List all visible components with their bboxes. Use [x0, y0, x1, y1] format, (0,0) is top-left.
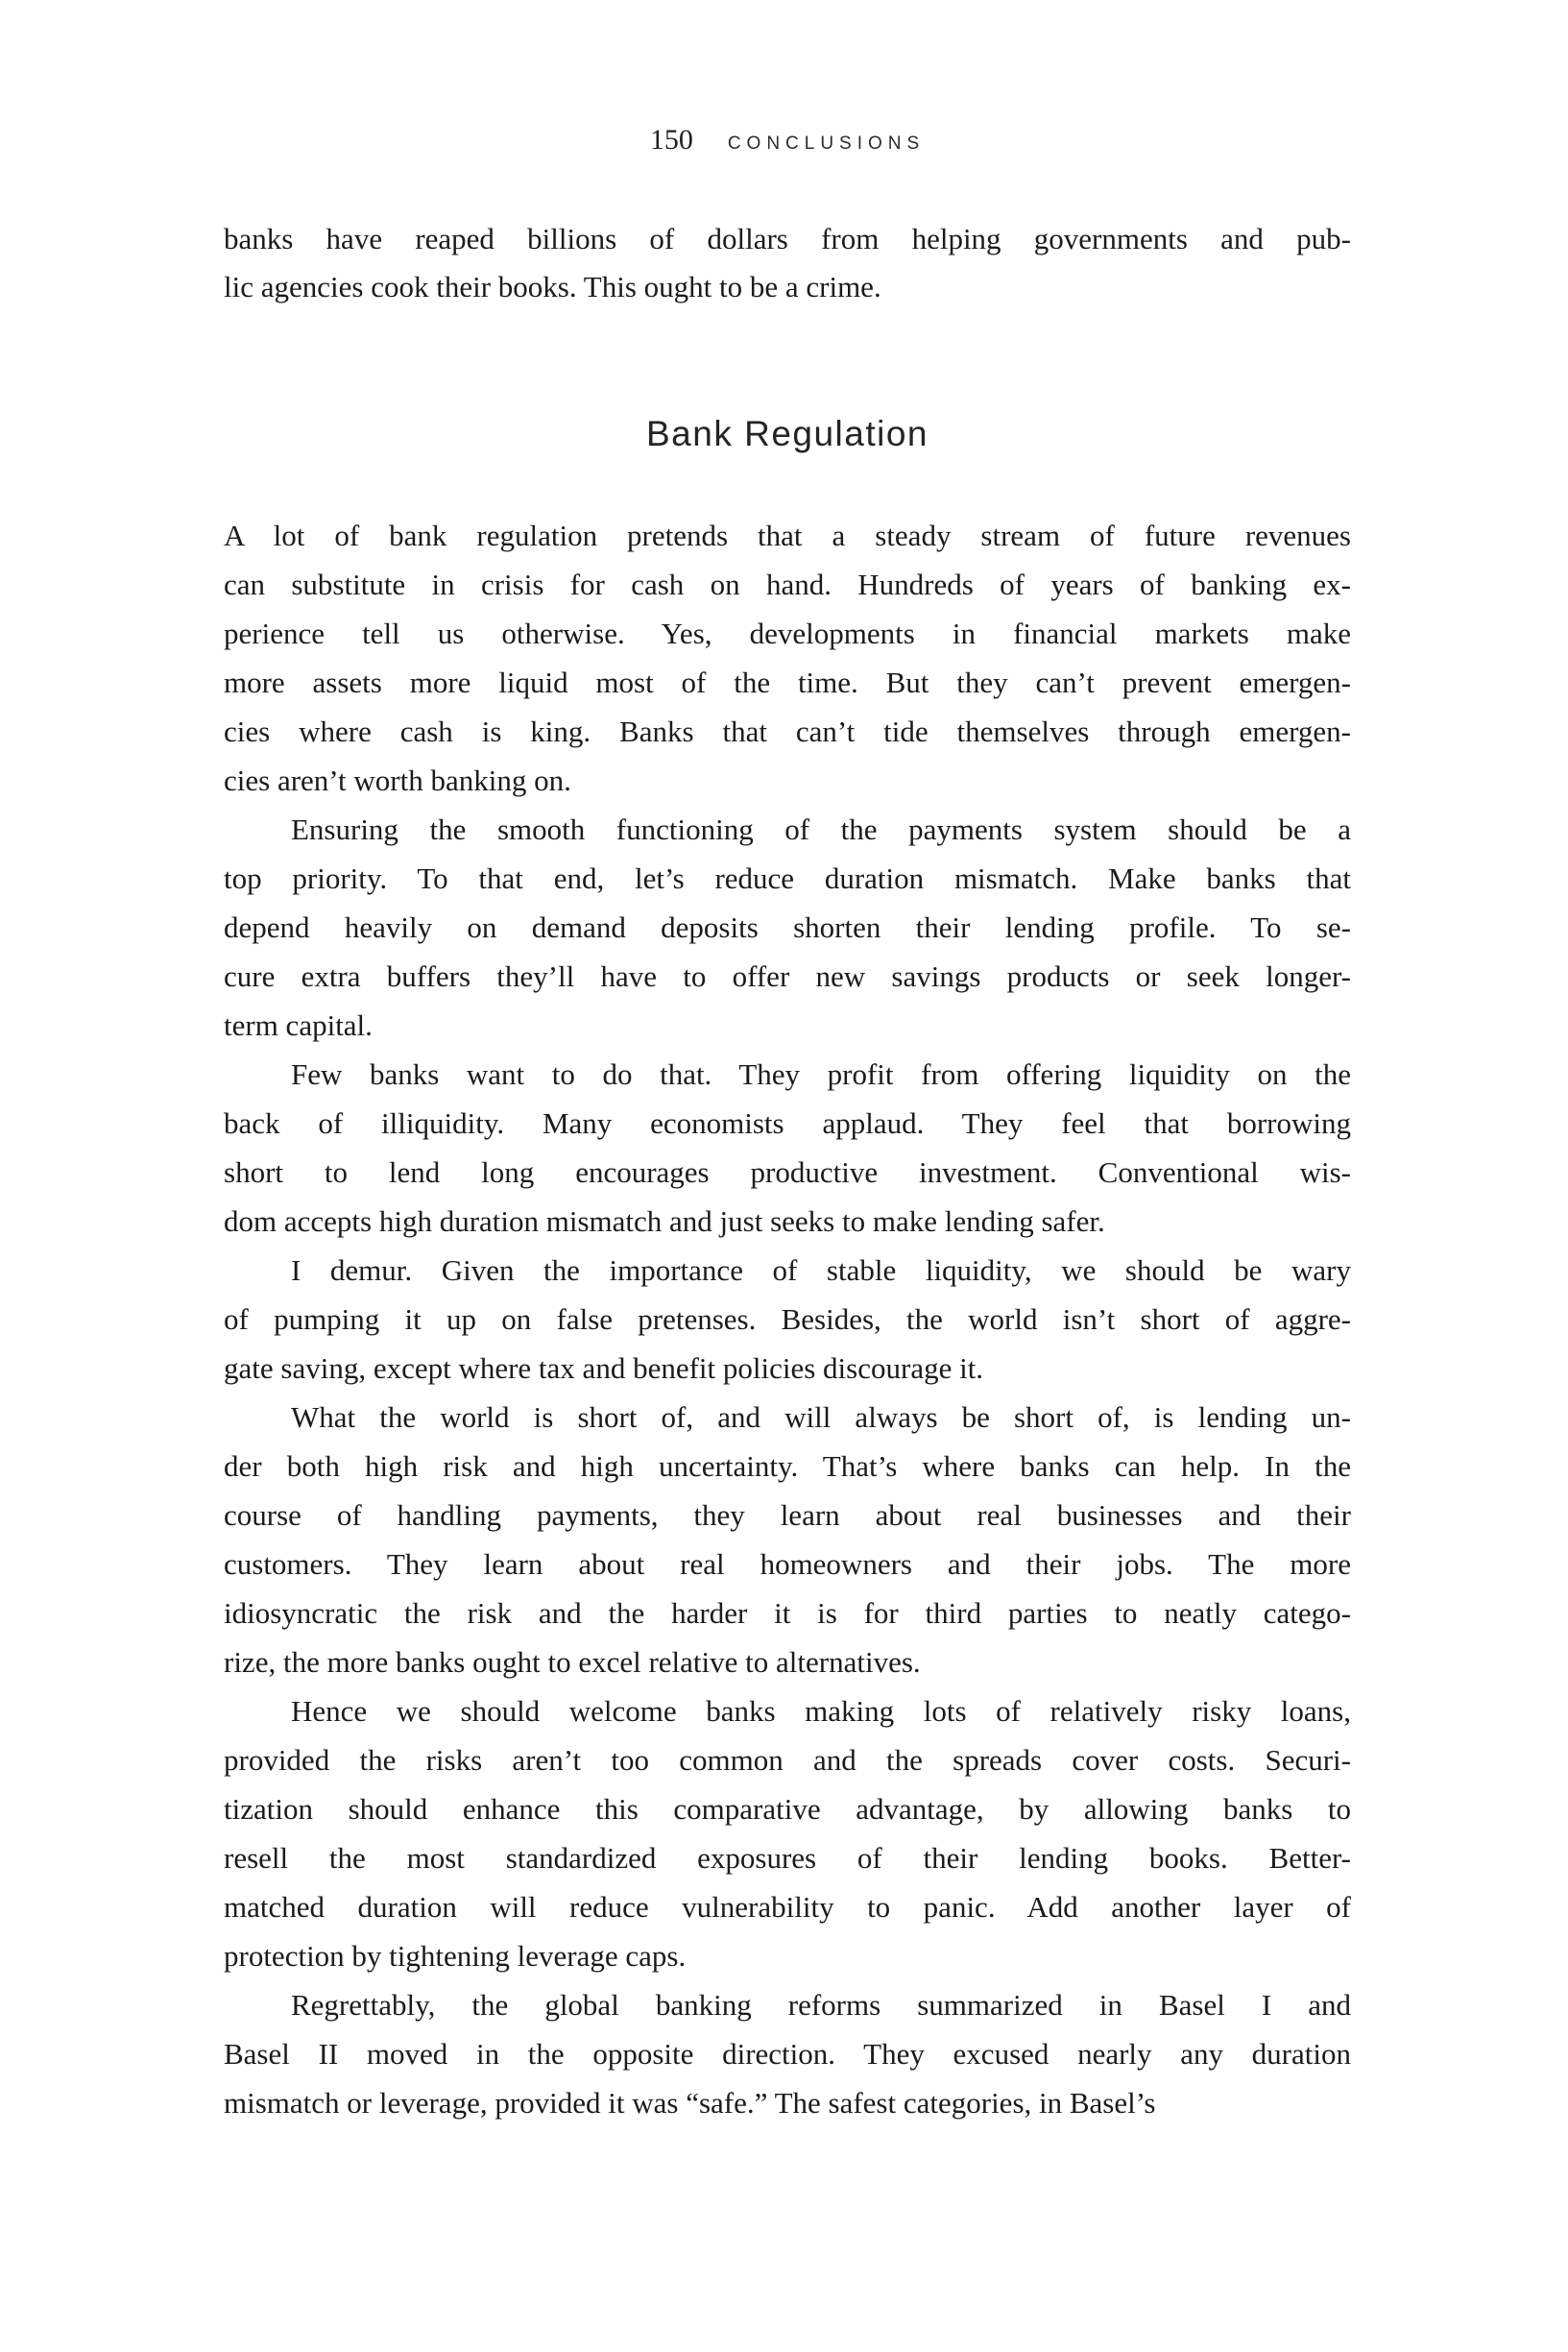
body-text: [224, 511, 1351, 2127]
text-line: of pumping it up on false pretenses. Besides, the world isn’t short of aggre-: [224, 1302, 1351, 1336]
text-line: Hence we should welcome banks making lots of relatively risky loans,: [291, 1694, 1351, 1728]
text-line: back of illiquidity. Many economists applaud. They feel that borrowing: [224, 1106, 1351, 1140]
page-number: 150: [649, 124, 693, 156]
text-line: I demur. Given the importance of stable liquidity, we should be wary: [291, 1253, 1351, 1287]
text-line: provided the risks aren’t too common and the spreads cover costs. Securi-: [224, 1743, 1351, 1777]
text-line: gate saving, except where tax and benefit policies discourage it.: [224, 1351, 984, 1385]
text-line: lic agencies cook their books. This ought to be a crime.: [224, 270, 881, 303]
running-header: [224, 123, 1351, 161]
text-line: depend heavily on demand deposits shorten their lending profile. To se-: [224, 910, 1351, 944]
running-head-title: CONCLUSIONS: [727, 133, 926, 154]
text-line: idiosyncratic the risk and the harder it is for third parties to neatly catego-: [224, 1596, 1351, 1630]
text-line: Regrettably, the global banking reforms summarized in Basel I and: [291, 1988, 1351, 2022]
paragraph: [224, 511, 1351, 805]
text-line: banks have reaped billions of dollars from helping governments and pub-: [224, 222, 1351, 255]
text-line: matched duration will reduce vulnerability to panic. Add another layer of: [224, 1890, 1351, 1924]
text-line: mismatch or leverage, provided it was “safe.” The safest categories, in Basel’s: [224, 2086, 1156, 2120]
text-line: perience tell us otherwise. Yes, developments in financial markets make: [224, 617, 1351, 650]
text-line: resell the most standardized exposures of their lending books. Better-: [224, 1841, 1351, 1875]
text-line: Ensuring the smooth functioning of the payments system should be a: [291, 812, 1351, 846]
paragraph: [224, 1246, 1351, 1393]
text-line: cure extra buffers they’ll have to offer new savings products or seek longer-: [224, 959, 1351, 993]
paragraph: [224, 1980, 1351, 2127]
text-line: der both high risk and high uncertainty. That’s where banks can help. In the: [224, 1449, 1351, 1483]
text-line: can substitute in crisis for cash on hand. Hundreds of years of banking ex-: [224, 568, 1351, 601]
text-line: Few banks want to do that. They profit from offering liquidity on the: [291, 1057, 1351, 1091]
paragraph: [224, 1686, 1351, 1980]
text-line: short to lend long encourages productive investment. Conventional wis-: [224, 1155, 1351, 1189]
continuation-paragraph: [224, 215, 1351, 311]
text-line: top priority. To that end, let’s reduce duration mismatch. Make banks that: [224, 861, 1351, 895]
text-line: term capital.: [224, 1008, 373, 1042]
text-line: customers. They learn about real homeowners and their jobs. The more: [224, 1547, 1351, 1581]
text-line: What the world is short of, and will always be short of, is lending un-: [291, 1400, 1351, 1434]
paragraph: [224, 215, 1351, 311]
text-line: dom accepts high duration mismatch and just seeks to make lending safer.: [224, 1204, 1105, 1238]
text-line: tization should enhance this comparative advantage, by allowing banks to: [224, 1792, 1351, 1826]
text-line: protection by tightening leverage caps.: [224, 1939, 687, 1973]
paragraph: [224, 1050, 1351, 1246]
text-line: course of handling payments, they learn about real businesses and their: [224, 1498, 1351, 1532]
text-line: rize, the more banks ought to excel relative to alternatives.: [224, 1645, 921, 1679]
text-line: A lot of bank regulation pretends that a steady stream of future revenues: [224, 519, 1351, 552]
text-line: Basel II moved in the opposite direction. They excused nearly any duration: [224, 2037, 1351, 2071]
section-heading: Bank Regulation: [645, 414, 929, 453]
text-line: cies aren’t worth banking on.: [224, 764, 571, 797]
paragraph: [224, 1393, 1351, 1686]
text-line: cies where cash is king. Banks that can’t tide themselves through emergen-: [224, 715, 1351, 748]
paragraph: [224, 805, 1351, 1050]
text-line: more assets more liquid most of the time. But they can’t prevent emergen-: [224, 666, 1351, 699]
